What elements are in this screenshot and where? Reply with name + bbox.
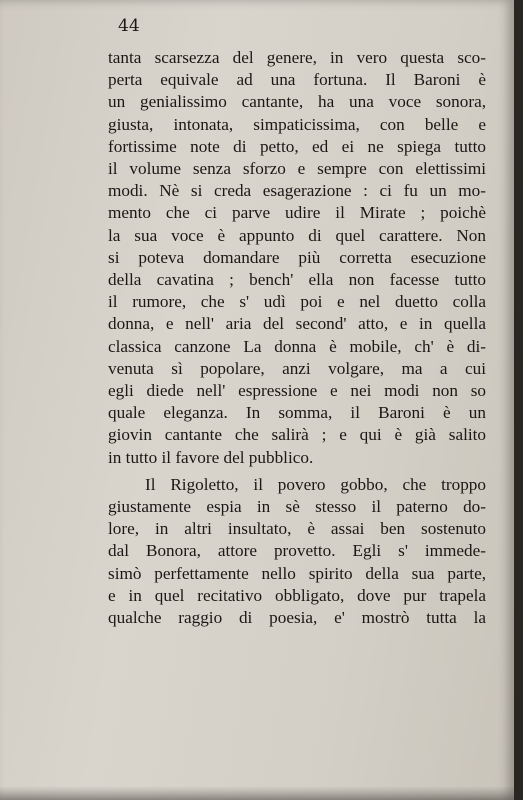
text-line: un genialissimo cantante, ha una voce sonora,	[108, 92, 486, 112]
text-line: giusta, intonata, simpaticissima, con belle e	[108, 114, 486, 134]
text-line: classica canzone La donna è mobile, ch' è di-	[108, 336, 486, 356]
text-line: mento che ci parve udire il Mirate ; poichè	[108, 203, 486, 223]
text-line: modi. Nè si creda esagerazione : ci fu un mo-	[108, 181, 486, 201]
text-line: Il Rigoletto, il povero gobbo, che troppo	[145, 474, 486, 494]
text-line: simò perfettamente nello spirito della sua parte,	[108, 563, 486, 583]
paragraph	[108, 474, 486, 629]
text-line: giovin cantante che salirà ; e qui è già salito	[108, 425, 486, 445]
text-line: donna, e nell' aria del second' atto, e in quella	[108, 314, 486, 334]
text-line: tanta scarsezza del genere, in vero questa sco-	[108, 48, 486, 67]
text-line: il rumore, che s' udì poi e nel duetto colla	[108, 292, 486, 312]
text-line: qualche raggio di poesia, e' mostrò tutta la	[108, 608, 486, 628]
text-line: si poteva domandare più corretta esecuzione	[108, 247, 486, 267]
text-line: e in quel recitativo obbligato, dove pur trapela	[108, 585, 486, 605]
text-line: della cavatina ; bench' ella non facesse tutto	[108, 270, 486, 290]
text-line: in tutto il favore del pubblico.	[108, 447, 314, 467]
text-line: perta equivale ad una fortuna. Il Baroni è	[108, 70, 486, 90]
text-line: venuta sì popolare, anzi volgare, ma a cui	[108, 358, 486, 378]
text-line: la sua voce è appunto di quel carattere. Non	[108, 225, 486, 245]
text-line: fortissime note di petto, ed ei ne spiega tutto	[108, 136, 486, 156]
text-line: egli diede nell' espressione e nei modi non so	[108, 381, 486, 401]
text-line: lore, in altri insultato, è assai ben sostenuto	[108, 519, 486, 539]
text-line: dal Bonora, attore provetto. Egli s' immede-	[108, 541, 486, 561]
page-number: 44	[118, 16, 140, 36]
page-edge-shadow	[0, 786, 514, 800]
text-line: quale eleganza. In somma, il Baroni è un	[108, 403, 486, 423]
body-text	[108, 47, 486, 629]
text-line: il volume senza sforzo e sempre con elettissimi	[108, 159, 486, 179]
paragraph	[108, 47, 486, 469]
text-line: giustamente espia in sè stesso il paterno do-	[108, 497, 486, 517]
